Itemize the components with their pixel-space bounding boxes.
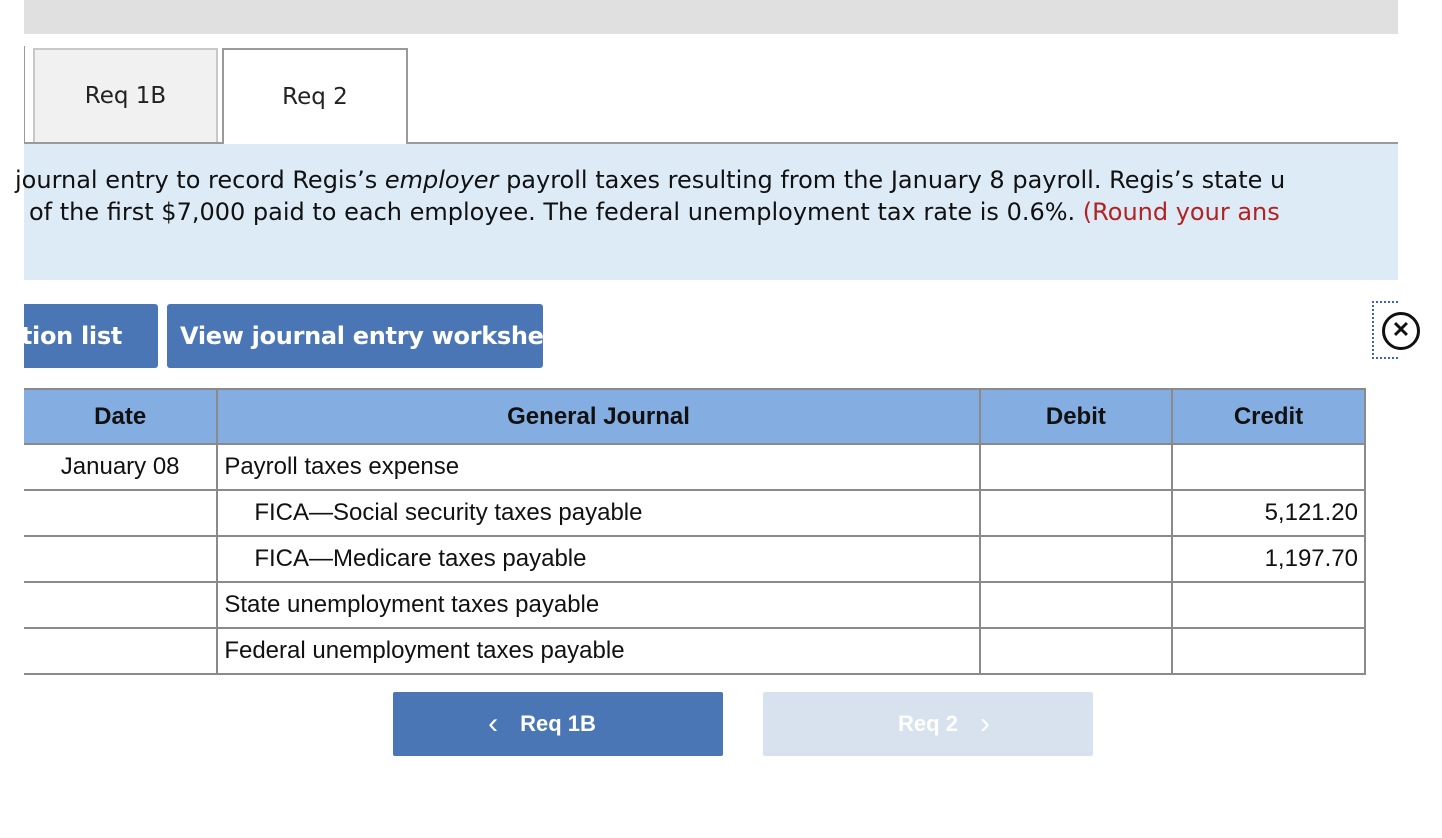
date-cell[interactable] [24, 490, 217, 536]
prev-label: Req 1B [520, 711, 596, 736]
next-label: Req 2 [898, 711, 958, 736]
table-row [24, 628, 1365, 674]
credit-cell[interactable] [1172, 444, 1365, 490]
debit-cell[interactable] [980, 536, 1172, 582]
rounding-note: (Round your ans [1082, 198, 1280, 226]
credit-cell[interactable] [1172, 628, 1365, 674]
table-row [24, 582, 1365, 628]
date-cell[interactable] [24, 582, 217, 628]
view-transaction-list-button[interactable]: ction list [24, 304, 158, 368]
date-cell[interactable]: January 08 [24, 444, 217, 490]
instruction-line-2: of the first $7,000 paid to each employee. The federal unemployment tax rate is 0.6%. (Round your ans [29, 198, 1280, 226]
tab-label: Req 2 [282, 84, 348, 110]
account-cell[interactable]: FICA—Social security taxes payable [217, 490, 979, 536]
debit-cell[interactable] [980, 490, 1172, 536]
header-credit: Credit [1172, 389, 1365, 444]
instruction-panel [15, 144, 1398, 280]
tab-req-2[interactable] [222, 48, 408, 144]
credit-cell[interactable]: 5,121.20 [1172, 490, 1365, 536]
table-header-row [24, 389, 1365, 444]
general-journal-table [24, 388, 1366, 675]
header-date: Date [24, 389, 217, 444]
date-cell[interactable] [24, 628, 217, 674]
tab-label: Req 1B [84, 83, 167, 109]
header-general-journal: General Journal [217, 389, 979, 444]
credit-cell[interactable] [1172, 582, 1365, 628]
account-cell[interactable]: Federal unemployment taxes payable [217, 628, 979, 674]
table-row [24, 490, 1365, 536]
prev-req-1b-button[interactable] [393, 692, 723, 756]
debit-cell[interactable] [980, 444, 1172, 490]
tab-req-1b[interactable] [33, 48, 218, 142]
header-debit: Debit [980, 389, 1172, 444]
view-journal-entry-worksheet-button[interactable]: View journal entry worksheet [167, 304, 543, 368]
chevron-left-icon: ‹ [488, 707, 499, 740]
close-button[interactable] [1372, 301, 1411, 359]
close-icon: ✕ [1382, 312, 1420, 350]
top-bar [24, 0, 1398, 34]
next-req-2-button [763, 692, 1093, 756]
account-cell[interactable]: FICA—Medicare taxes payable [217, 536, 979, 582]
account-cell[interactable]: State unemployment taxes payable [217, 582, 979, 628]
account-cell[interactable]: Payroll taxes expense [217, 444, 979, 490]
debit-cell[interactable] [980, 628, 1172, 674]
instruction-line-1: journal entry to record Regis’s employer payroll taxes resulting from the January 8 payroll. Regis’s state u [15, 166, 1286, 194]
credit-cell[interactable]: 1,197.70 [1172, 536, 1365, 582]
table-row [24, 536, 1365, 582]
table-row [24, 444, 1365, 490]
date-cell[interactable] [24, 536, 217, 582]
debit-cell[interactable] [980, 582, 1172, 628]
chevron-right-icon: › [979, 707, 990, 740]
